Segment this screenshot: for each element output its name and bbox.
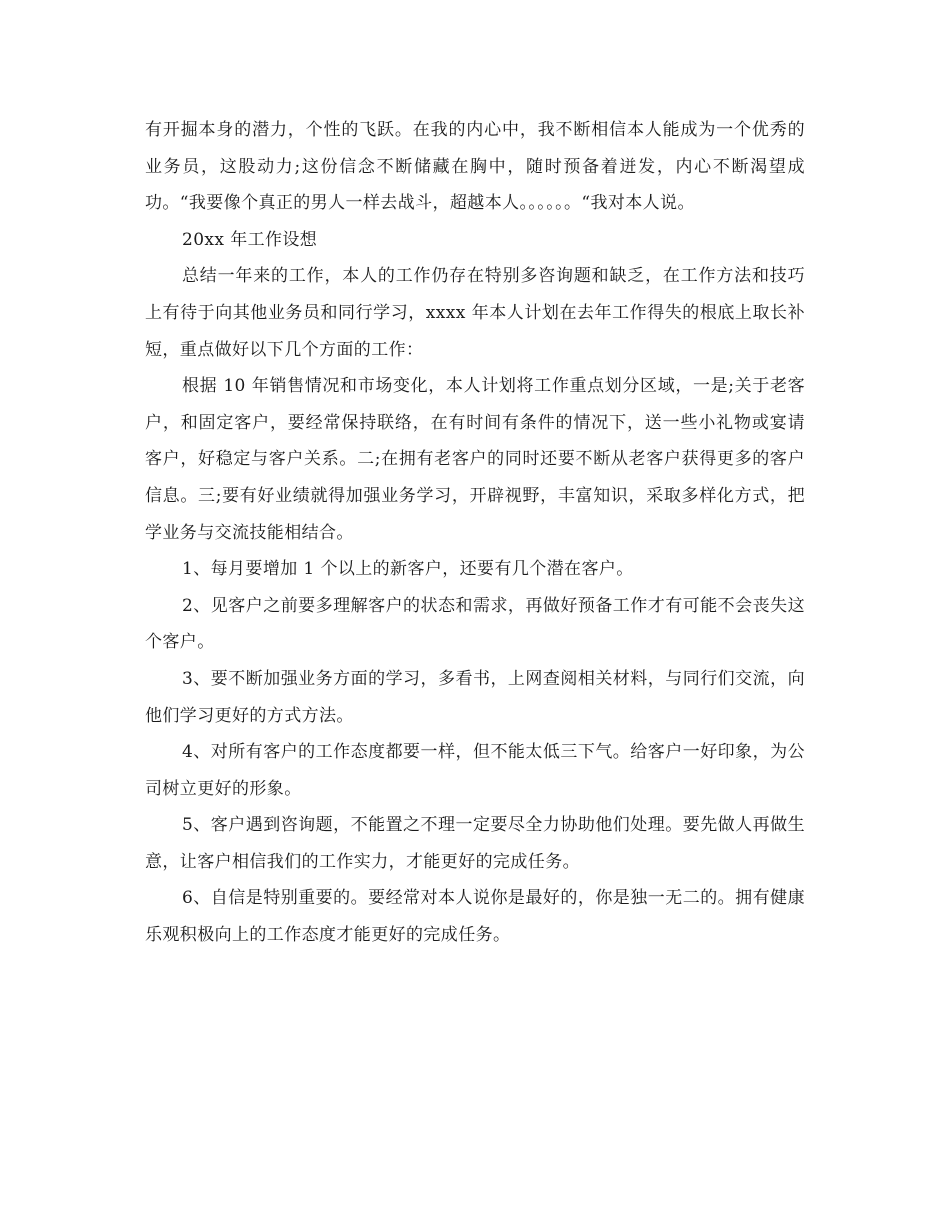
list-item-3: 3、要不断加强业务方面的学习，多看书，上网查阅相关材料，与同行们交流，向他们学习更好的方式方法。: [145, 668, 805, 726]
paragraph-continuation: 有开掘本身的潜力，个性的飞跃。在我的内心中，我不断相信本人能成为一个优秀的业务员，这股动力;这份信念不断储藏在胸中，随时预备着迸发，内心不断渴望成功。“我要像个真正的男人一样去战斗，超越本人。。。。。。“我对本人说。: [145, 120, 805, 214]
paragraph-plan: 根据 10 年销售情况和市场变化，本人计划将工作重点划分区域，一是;关于老客户，和固定客户，要经常保持联络，在有时间有条件的情况下，送一些小礼物或宴请客户，好稳定与客户关系。二;在拥有老客户的同时还要不断从老客户获得更多的客户信息。三;要有好业绩就得加强业务学习，开辟视野，丰富知识，采取多样化方式，把学业务与交流技能相结合。: [145, 376, 805, 543]
list-item-1: 1、每月要增加 1 个以上的新客户，还要有几个潜在客户。: [182, 559, 634, 580]
document-body: [145, 112, 805, 954]
list-item-5: 5、客户遇到咨询题，不能置之不理一定要尽全力协助他们处理。要先做人再做生意，让客户相信我们的工作实力，才能更好的完成任务。: [145, 815, 805, 872]
paragraph-summary: 总结一年来的工作，本人的工作仍存在特别多咨询题和缺乏，在工作方法和技巧上有待于向其他业务员和同行学习，xxxx 年本人计划在去年工作得失的根底上取长补短，重点做好以下几个方面的工作：: [145, 266, 805, 360]
list-item-2: 2、见客户之前要多理解客户的状态和需求，再做好预备工作才有可能不会丧失这个客户。: [145, 595, 805, 653]
list-item-6: 6、自信是特别重要的。要经常对本人说你是最好的，你是独一无二的。拥有健康乐观积极向上的工作态度才能更好的完成任务。: [145, 888, 805, 946]
list-item-4: 4、对所有客户的工作态度都要一样，但不能太低三下气。给客户一好印象，为公司树立更好的形象。: [145, 742, 805, 799]
section-heading: 20xx 年工作设想: [182, 229, 318, 250]
